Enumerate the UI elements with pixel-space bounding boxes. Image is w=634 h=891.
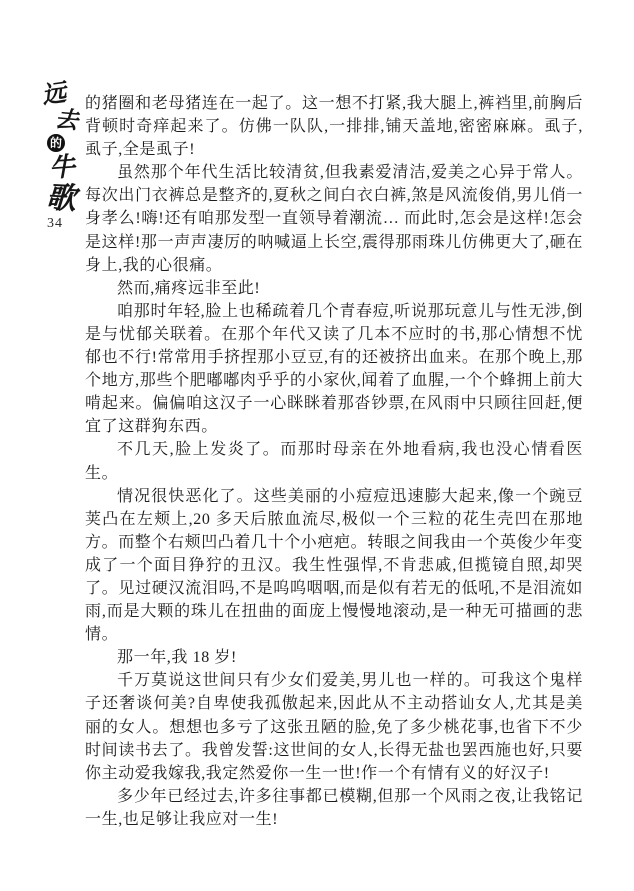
spine-title-char: 歌 <box>45 181 77 216</box>
body-paragraph: 虽然那个年代生活比较清贫,但我素爱清洁,爱美之心异于常人。每次出门衣裤总是整齐的,夏秋之间白衣白裤,煞是风流俊俏,男儿俏一身孝么!嗨!还有咱那发型一直领导着潮流… 而此时,怎会是这样!怎会是这样!那一声声凄厉的呐喊逼上长空,震得那雨珠儿仿佛更大了,砸在身上,我的心很痛。 <box>85 164 583 274</box>
spine-title-char-circled: 的 <box>47 134 65 152</box>
spine-title-char: 牛 <box>47 151 76 183</box>
body-text <box>85 92 583 831</box>
body-paragraph: 的猪圈和老母猪连在一起了。这一想不打紧,我大腿上,裤裆里,前胸后背顿时奇痒起来了。仿佛一队队,一排排,铺天盖地,密密麻麻。虱子,虱子,全是虱子! <box>85 95 583 159</box>
body-paragraph: 咱那时年轻,脸上也稀疏着几个青春痘,听说那玩意儿与性无涉,倒是与忧郁关联着。在那个年代又读了几本不应时的书,那心情想不忧郁也不行!常常用手挤捏那小豆豆,有的还被挤出血来。在那个晚上,那个地方,那些个肥嘟嘟肉乎乎的小家伙,闻着了血腥,一个个蜂拥上前大啃起来。偏偏咱这汉子一心眯眯着那沓钞票,在风雨中只顾往回赶,便宜了这群狗东西。 <box>85 302 583 436</box>
spine-title <box>34 82 86 214</box>
body-paragraph: 千万莫说这世间只有少女们爱美,男儿也一样的。可我这个鬼样子还奢谈何美?自卑使我孤傲起来,因此从不主动搭讪女人,尤其是美丽的女人。想想也多亏了这张丑陋的脸,免了多少桃花事,也省下不少时间读书去了。我曾发誓:这世间的女人,长得无盐也罢西施也好,只要你主动爱我嫁我,我定然爱你一生一世!作一个有情有义的好汉子! <box>85 672 583 782</box>
spine-title-char: 去 <box>53 106 79 134</box>
body-paragraph: 那一年,我 18 岁! <box>117 649 237 667</box>
body-paragraph: 不几天,脸上发炎了。而那时母亲在外地看病,我也没心情看医生。 <box>85 441 583 482</box>
page-number: 34 <box>47 216 63 231</box>
body-paragraph: 多少年已经过去,许多往事都已模糊,但那一个风雨之夜,让我铭记一生,也足够让我应对一生! <box>85 787 583 828</box>
body-paragraph: 情况很快恶化了。这些美丽的小痘痘迅速膨大起来,像一个豌豆荚凸在左颊上,20 多天后脓血流尽,极似一个三粒的花生壳凹在那地方。而整个右颊凹凸着几十个小疤疤。转眼之间我由一个英俊少年变成了一个面目狰狞的丑汉。我生性强悍,不肯悲戚,但揽镜自照,却哭了。见过硬汉流泪吗,不是呜呜咽咽,而是似有若无的低吼,不是泪流如雨,而是大颗的珠儿在扭曲的面庞上慢慢地滚动,是一种无可描画的悲情。 <box>85 487 584 644</box>
spine-title-char: 远 <box>40 80 68 110</box>
body-paragraph: 然而,痛疼远非至此! <box>117 279 261 297</box>
